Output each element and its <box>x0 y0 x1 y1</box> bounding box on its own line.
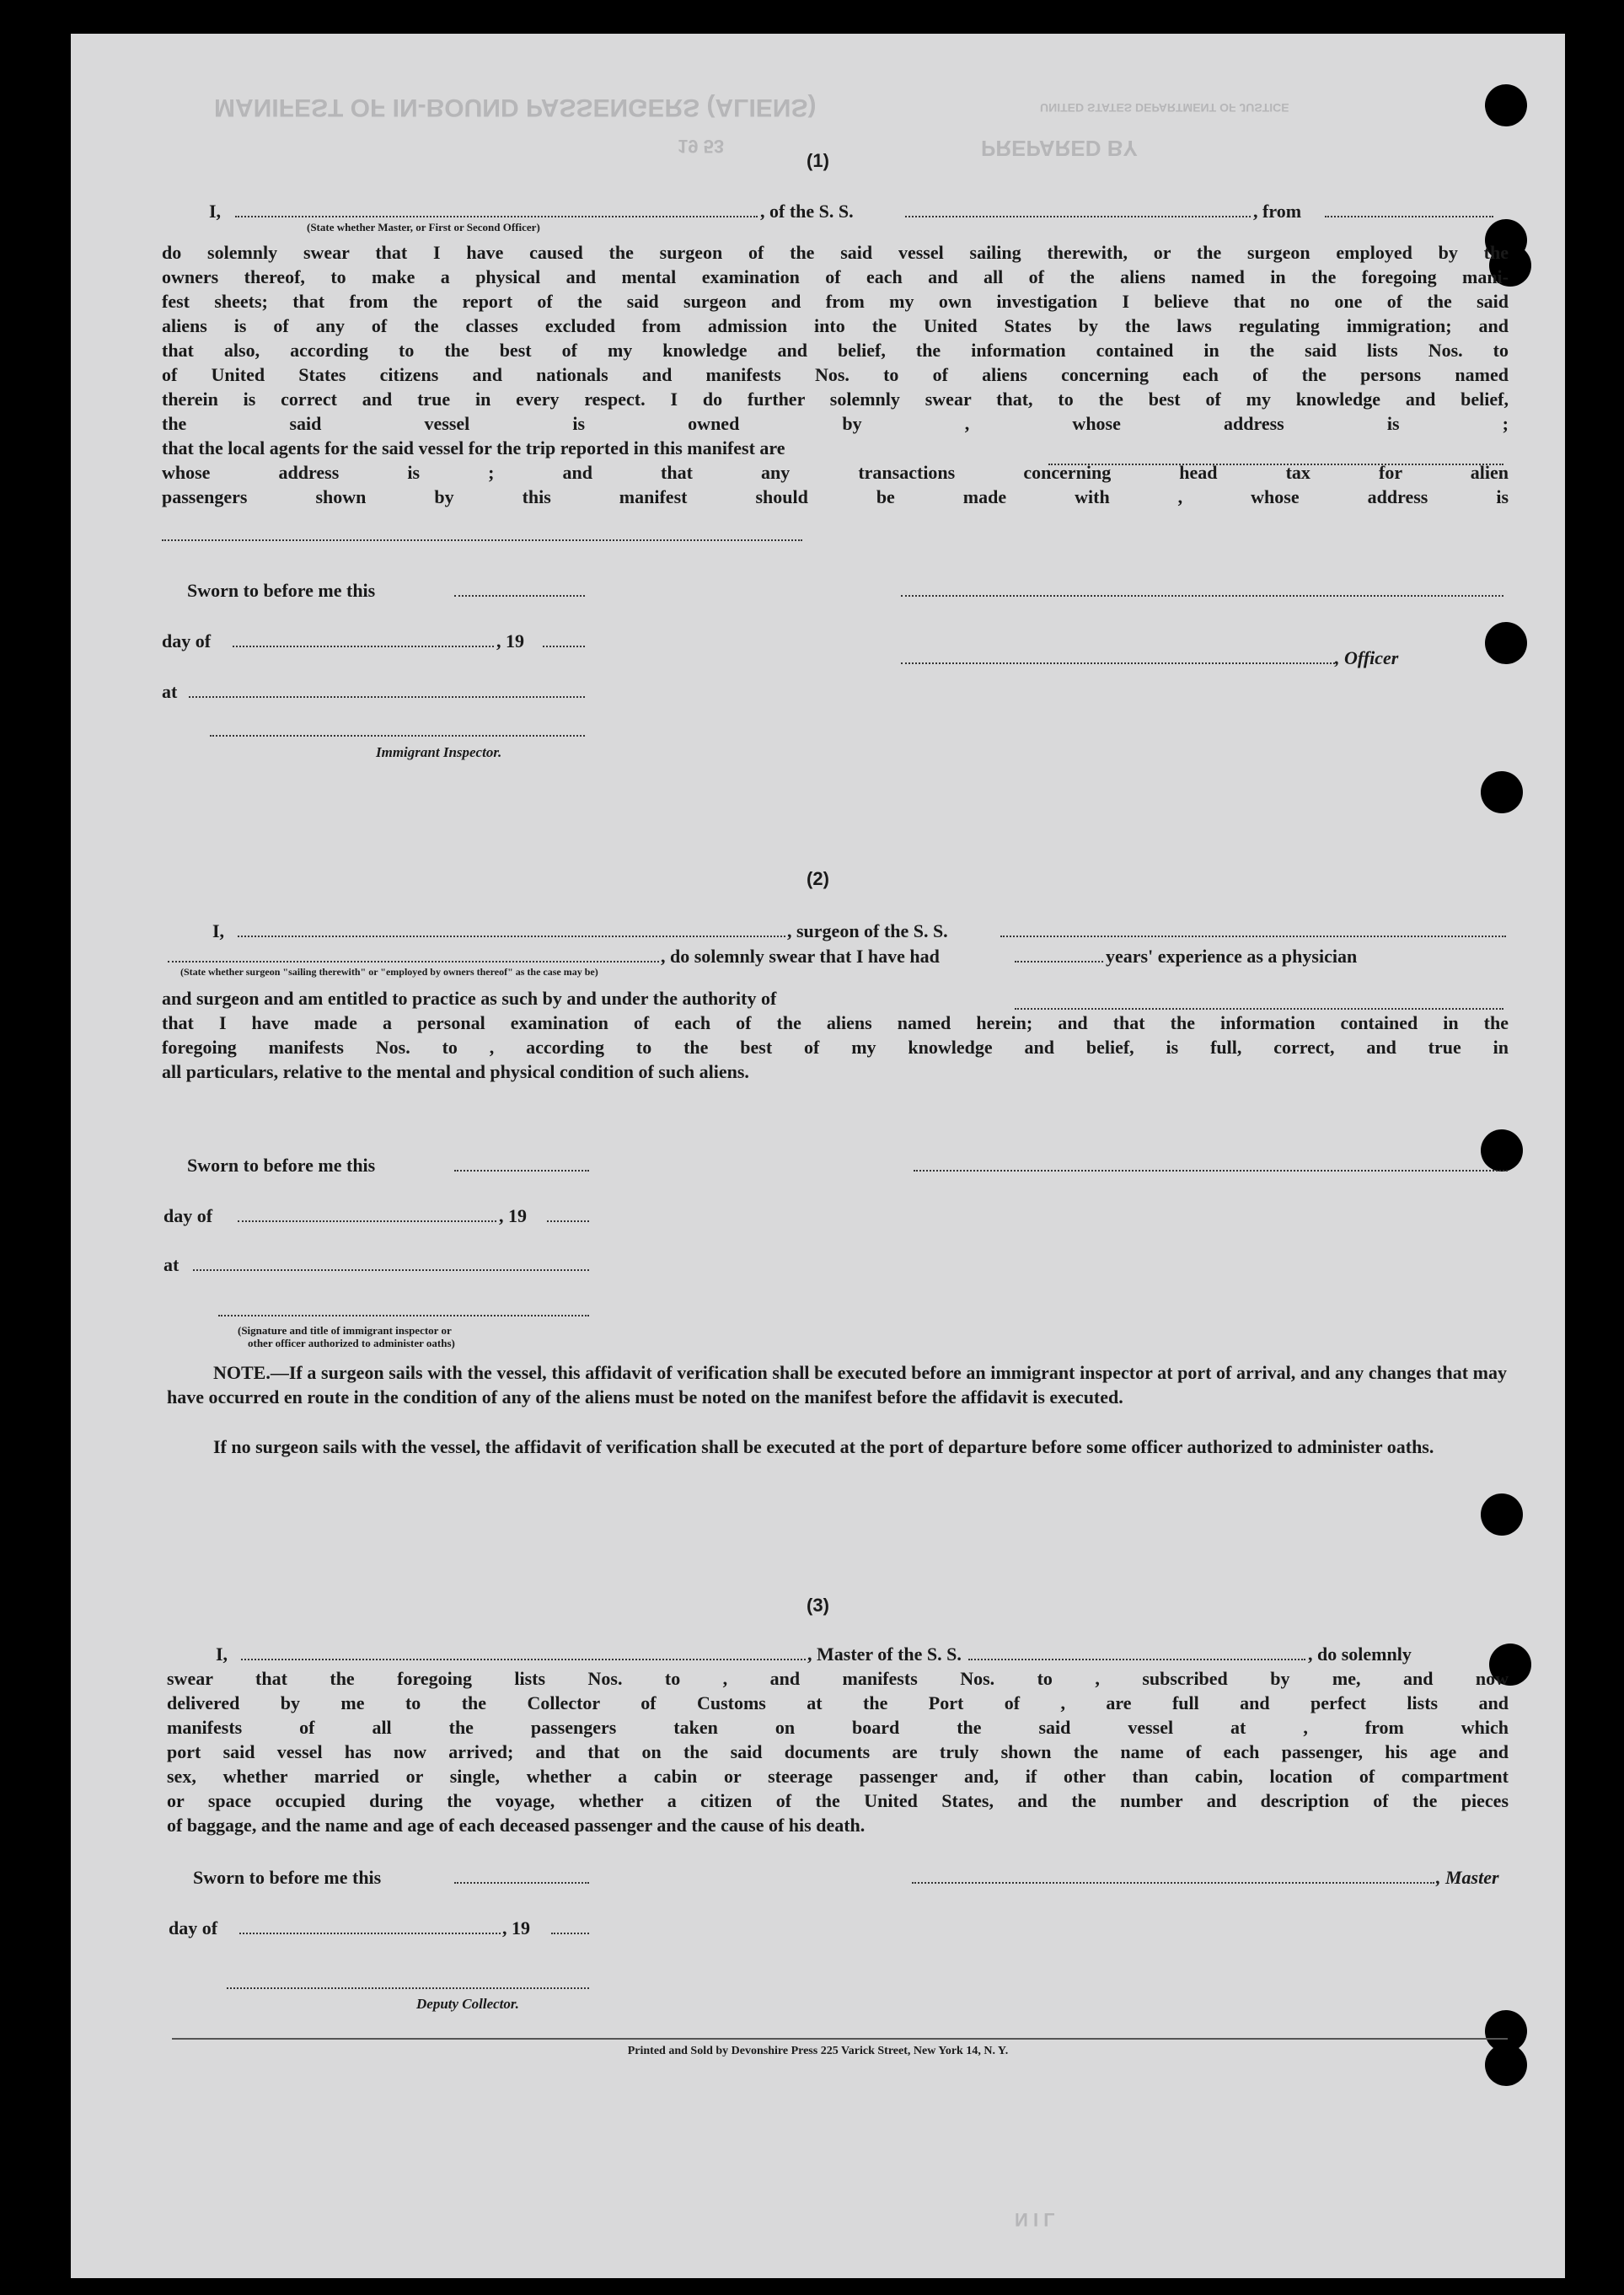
master-label: , Master <box>1436 1867 1499 1888</box>
sworn-label-1: Sworn to before me this <box>187 580 376 601</box>
year-label-1: , 19 <box>496 630 524 652</box>
section-1-body <box>162 240 1509 509</box>
sworn-date-field-2[interactable] <box>454 1170 589 1172</box>
day-label-3: day of <box>169 1917 218 1938</box>
year-label-3: , 19 <box>502 1917 530 1938</box>
section-1-hint: (State whether Master, or First or Second Officer) <box>307 221 540 233</box>
master-name-field[interactable] <box>241 1659 806 1660</box>
section-1-number: (1) <box>807 150 829 171</box>
vessel-name-field[interactable] <box>905 216 1251 217</box>
section-1-line: of United States citizens and nationals and manifests Nos. to of aliens concerning each of the persons named <box>162 364 1509 385</box>
section-1-line: that the local agents for the said vessel for the trip reported in this manifest are <box>162 437 785 458</box>
sworn-label-3: Sworn to before me this <box>193 1867 382 1888</box>
years-field[interactable] <box>1015 961 1103 963</box>
inspector-signature-field[interactable] <box>210 735 585 737</box>
section-3-solemnly: , do solemnly <box>1308 1643 1412 1665</box>
section-1-line: that also, according to the best of my knowledge and belief, the information contained in the said lists Nos. to <box>162 340 1509 361</box>
day-field-3[interactable] <box>239 1933 501 1934</box>
section-2-intro-i: I, <box>212 920 225 941</box>
year-field-3[interactable] <box>551 1933 589 1934</box>
section-2-line: that I have made a personal examination of each of the aliens named herein; and that the information contained in the <box>162 1012 1509 1033</box>
no-surgeon-note: If no surgeon sails with the vessel, the affidavit of verification shall be executed at the port of departure before some officer authorized to administer oaths. <box>213 1436 1434 1457</box>
year-label-2: , 19 <box>499 1205 527 1226</box>
bleed-through-department: UNITED STATES DEPARTMENT OF JUSTICE <box>1040 101 1289 115</box>
section-1-line: passengers shown by this manifest should be made with , whose address is <box>162 486 1509 507</box>
section-3-line: sex, whether married or single, whether a cabin or steerage passenger and, if other than cabin, location of compartment <box>167 1766 1509 1787</box>
binder-hole <box>1485 622 1527 664</box>
section-2-body <box>162 986 1509 1084</box>
section-3-line: of baggage, and the name and age of each deceased passenger and the cause of his death. <box>167 1815 866 1836</box>
day-field-1[interactable] <box>233 646 494 647</box>
section-3-line: delivered by me to the Collector of Customs at the Port of , are full and perfect lists and <box>167 1692 1509 1713</box>
officer-field[interactable] <box>901 662 1335 664</box>
collector-caption: Deputy Collector. <box>416 1996 519 2012</box>
document-page <box>71 34 1565 2278</box>
sworn-label-2: Sworn to before me this <box>187 1155 376 1176</box>
master-signature-field[interactable] <box>912 1882 1434 1884</box>
section-1-line: aliens is of any of the classes excluded from admission into the United States by the laws regulating immigration; and <box>162 315 1509 336</box>
bleed-through-bottom: N I L <box>1015 2209 1055 2230</box>
surgeon-vessel-field[interactable] <box>1000 936 1506 937</box>
section-3-intro-i: I, <box>216 1643 228 1665</box>
section-2-line: foregoing manifests Nos. to , according to the best of my knowledge and belief, is full, correct, and true in <box>162 1037 1509 1058</box>
section-1-line: fest sheets; that from the report of the said surgeon and from my own investigation I believe that no one of the said <box>162 291 1509 312</box>
inspector-signature-field-2[interactable] <box>218 1315 589 1316</box>
from-port-field[interactable] <box>1325 216 1493 217</box>
section-2-experience: years' experience as a physician <box>1106 946 1358 967</box>
bleed-through-year: 19 53 <box>678 136 725 157</box>
year-field-1[interactable] <box>543 646 585 647</box>
section-1-line: owners thereof, to make a physical and mental examination of each and all of the aliens named in the foregoing mani- <box>162 266 1509 287</box>
at-label-2: at <box>163 1254 180 1275</box>
collector-signature-field[interactable] <box>227 1987 589 1989</box>
section-3-line: or space occupied during the voyage, whether a citizen of the United States, and the number and description of the pieces <box>167 1790 1509 1811</box>
sig-hint-line-2: other officer authorized to administer oaths) <box>248 1337 455 1349</box>
section-3-body <box>167 1666 1509 1837</box>
day-field-2[interactable] <box>238 1220 496 1222</box>
bleed-through-title: MANIFEST OF IN-BOUND PASSENGERS (ALIENS) <box>214 94 817 121</box>
officer-signature-top[interactable] <box>901 595 1503 597</box>
at-field-2[interactable] <box>193 1269 589 1271</box>
surgeon-signature-field[interactable] <box>914 1170 1508 1172</box>
section-2-line: all particulars, relative to the mental and physical condition of such aliens. <box>162 1061 749 1082</box>
section-1-line: the said vessel is owned by , whose address is ; <box>162 413 1509 434</box>
surgeon-note: NOTE.—If a surgeon sails with the vessel, this affidavit of verification shall be executed before an immigrant inspector at port of arrival, and any changes that may have occurred en route in the condition of any of the aliens must be noted on the manifest before the affidavit is executed. <box>167 1362 1507 1408</box>
section-3-number: (3) <box>807 1595 829 1616</box>
section-3-vessel-label: , Master of the S. S. <box>807 1643 962 1665</box>
section-2-number: (2) <box>807 868 829 889</box>
surgeon-name-field[interactable] <box>238 936 785 937</box>
address-continuation-field[interactable] <box>162 539 802 541</box>
section-1-vessel-label: , of the S. S. <box>760 201 854 222</box>
section-1-intro-i: I, <box>209 201 222 222</box>
inspector-caption: Immigrant Inspector. <box>376 744 502 760</box>
master-vessel-field[interactable] <box>968 1659 1305 1660</box>
section-1-line: whose address is ; and that any transactions concerning head tax for alien <box>162 462 1509 483</box>
at-label-1: at <box>162 681 178 702</box>
binder-hole <box>1481 1493 1523 1536</box>
section-2-swear: , do solemnly swear that I have had <box>661 946 940 967</box>
sig-hint-line-1: (Signature and title of immigrant inspector or <box>238 1324 452 1337</box>
bleed-through-subtitle: PREPARED BY <box>981 136 1138 161</box>
section-2-line: and surgeon and am entitled to practice as such by and under the authority of <box>162 988 777 1009</box>
day-label-2: day of <box>163 1205 213 1226</box>
section-3-line: manifests of all the passengers taken on board the said vessel at , from which <box>167 1717 1509 1738</box>
day-label-1: day of <box>162 630 212 652</box>
officer-label: , Officer <box>1335 647 1399 668</box>
sworn-date-field-3[interactable] <box>454 1882 589 1884</box>
master-title-field[interactable] <box>235 216 758 217</box>
at-field-1[interactable] <box>189 696 585 698</box>
binder-hole <box>1481 1129 1523 1172</box>
surgeon-status-field[interactable] <box>168 961 659 963</box>
section-3-line: swear that the foregoing lists Nos. to , and manifests Nos. to , subscribed by me, and now <box>167 1668 1509 1689</box>
binder-hole <box>1485 84 1527 126</box>
year-field-2[interactable] <box>547 1220 589 1222</box>
printer-imprint: Printed and Sold by Devonshire Press 225 Varick Street, New York 14, N. Y. <box>627 2045 1009 2057</box>
sworn-date-field-1[interactable] <box>454 595 585 597</box>
binder-hole <box>1481 771 1523 813</box>
section-3-line: port said vessel has now arrived; and that on the said documents are truly shown the name of each passenger, his age and <box>167 1741 1509 1762</box>
authority-field[interactable] <box>1015 1008 1503 1010</box>
footer-rule <box>172 2038 1508 2040</box>
section-2-hint: (State whether surgeon "sailing therewith" or "employed by owners thereof" as the case may be) <box>180 966 598 978</box>
section-1-line: do solemnly swear that I have caused the surgeon of the said vessel sailing therewith, or the surgeon employed by the <box>162 242 1509 263</box>
section-1-line: therein is correct and true in every respect. I do further solemnly swear that, to the best of my knowledge and belief, <box>162 389 1509 410</box>
section-1-from-label: , from <box>1253 201 1302 222</box>
section-2-vessel-label: , surgeon of the S. S. <box>787 920 948 941</box>
agents-field[interactable] <box>1048 464 1503 465</box>
